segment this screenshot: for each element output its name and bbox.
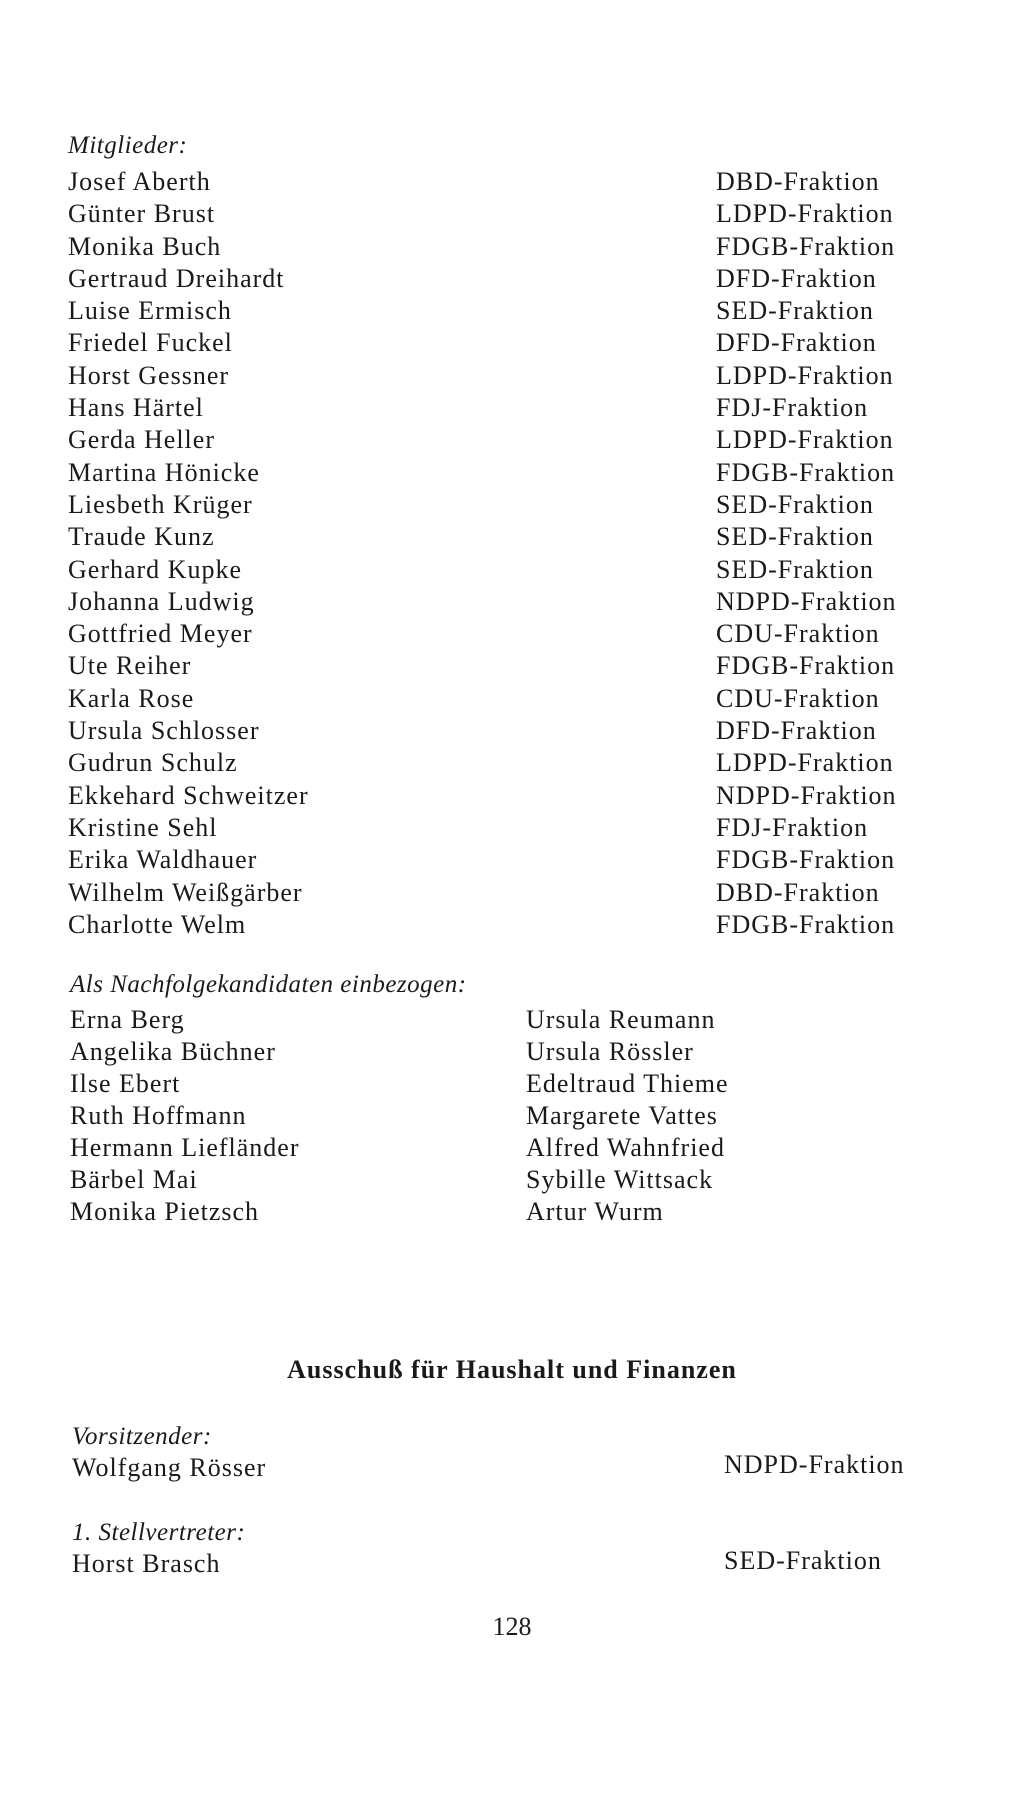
member-party: FDGB-Fraktion <box>716 845 896 875</box>
successor-row <box>70 1164 950 1196</box>
successor-name: Ilse Ebert <box>70 1069 181 1098</box>
member-name: Günter Brust <box>68 199 216 229</box>
member-name: Kristine Sehl <box>68 812 218 842</box>
chair-name: Wolfgang Rösser <box>72 1453 267 1482</box>
member-name: Erika Waldhauer <box>68 845 258 875</box>
successor-name: Hermann Liefländer <box>70 1133 300 1162</box>
member-name: Ekkehard Schweitzer <box>68 780 309 810</box>
deputy-party: SED-Fraktion <box>724 1546 882 1575</box>
member-row <box>68 586 948 618</box>
chair-party: NDPD-Fraktion <box>724 1450 905 1479</box>
member-name: Luise Ermisch <box>68 296 232 326</box>
committee-heading: Ausschuß für Haushalt und Finanzen <box>287 1355 737 1384</box>
member-row <box>68 295 948 327</box>
member-row <box>68 683 948 715</box>
member-row <box>68 780 948 812</box>
member-row <box>68 521 948 553</box>
successor-row <box>70 1036 950 1068</box>
member-party: CDU-Fraktion <box>716 683 880 713</box>
member-name: Ute Reiher <box>68 651 192 681</box>
member-name: Hans Härtel <box>68 393 204 423</box>
member-name: Ursula Schlosser <box>68 716 260 746</box>
member-row <box>68 263 948 295</box>
member-row <box>68 747 948 779</box>
member-party: DBD-Fraktion <box>716 877 880 907</box>
member-name: Martina Hönicke <box>68 457 260 487</box>
member-row <box>68 715 948 747</box>
member-name: Gottfried Meyer <box>68 619 253 649</box>
member-party: DFD-Fraktion <box>716 328 877 358</box>
member-name: Johanna Ludwig <box>68 586 255 616</box>
successor-row <box>70 1100 950 1132</box>
member-name: Friedel Fuckel <box>68 328 233 358</box>
member-name: Horst Gessner <box>68 360 230 390</box>
member-row <box>68 909 948 941</box>
page-number: 128 <box>492 1612 532 1641</box>
member-row <box>68 457 948 489</box>
member-row <box>68 812 948 844</box>
successor-row <box>70 1132 950 1164</box>
member-name: Traude Kunz <box>68 522 215 552</box>
member-row <box>68 392 948 424</box>
member-party: SED-Fraktion <box>716 489 874 519</box>
member-name: Gerda Heller <box>68 425 215 455</box>
successor-name: Ruth Hoffmann <box>70 1101 247 1130</box>
members-list <box>68 166 948 941</box>
member-party: LDPD-Fraktion <box>716 360 894 390</box>
successor-name: Monika Pietzsch <box>70 1197 260 1226</box>
successor-row <box>70 1196 950 1228</box>
successor-name: Sybille Wittsack <box>526 1165 714 1194</box>
member-party: CDU-Fraktion <box>716 619 880 649</box>
successor-row <box>70 1004 950 1036</box>
member-row <box>68 618 948 650</box>
member-name: Wilhelm Weißgärber <box>68 877 303 907</box>
member-name: Gudrun Schulz <box>68 748 238 778</box>
member-row <box>68 198 948 230</box>
member-party: FDJ-Fraktion <box>716 393 869 423</box>
members-label: Mitglieder: <box>68 132 188 159</box>
member-row <box>68 231 948 263</box>
member-party: FDJ-Fraktion <box>716 812 869 842</box>
member-row <box>68 877 948 909</box>
member-row <box>68 327 948 359</box>
member-party: NDPD-Fraktion <box>716 780 897 810</box>
member-row <box>68 360 948 392</box>
successor-name: Angelika Büchner <box>70 1037 276 1066</box>
member-row <box>68 166 948 198</box>
successor-name: Bärbel Mai <box>70 1165 198 1194</box>
successors-label: Als Nachfolgekandidaten einbezogen: <box>70 971 467 998</box>
member-name: Karla Rose <box>68 683 195 713</box>
member-party: DFD-Fraktion <box>716 716 877 746</box>
member-party: SED-Fraktion <box>716 522 874 552</box>
member-party: FDGB-Fraktion <box>716 231 896 261</box>
member-party: DBD-Fraktion <box>716 167 880 196</box>
successors-list <box>70 1004 950 1228</box>
member-row <box>68 489 948 521</box>
chair-label: Vorsitzender: <box>72 1423 212 1450</box>
member-row <box>68 554 948 586</box>
member-party: LDPD-Fraktion <box>716 748 894 778</box>
successor-row <box>70 1068 950 1100</box>
successor-name: Artur Wurm <box>526 1197 664 1226</box>
deputy-label: 1. Stellvertreter: <box>72 1519 246 1546</box>
successor-name: Edeltraud Thieme <box>526 1069 729 1098</box>
member-party: FDGB-Fraktion <box>716 909 896 939</box>
member-name: Gertraud Dreihardt <box>68 263 285 293</box>
member-row <box>68 844 948 876</box>
member-name: Liesbeth Krüger <box>68 489 253 519</box>
member-party: SED-Fraktion <box>716 554 874 584</box>
successor-name: Alfred Wahnfried <box>526 1133 725 1162</box>
member-party: FDGB-Fraktion <box>716 651 896 681</box>
successor-name: Ursula Rössler <box>526 1037 694 1066</box>
member-row <box>68 650 948 682</box>
successor-name: Erna Berg <box>70 1005 185 1034</box>
member-party: LDPD-Fraktion <box>716 425 894 455</box>
member-party: FDGB-Fraktion <box>716 457 896 487</box>
deputy-name: Horst Brasch <box>72 1549 221 1578</box>
member-name: Josef Aberth <box>68 167 211 196</box>
member-party: LDPD-Fraktion <box>716 199 894 229</box>
member-party: DFD-Fraktion <box>716 263 877 293</box>
member-name: Gerhard Kupke <box>68 554 242 584</box>
successor-name: Margarete Vattes <box>526 1101 718 1130</box>
member-name: Monika Buch <box>68 231 222 261</box>
member-party: NDPD-Fraktion <box>716 586 897 616</box>
successor-name: Ursula Reumann <box>526 1005 716 1034</box>
member-name: Charlotte Welm <box>68 909 247 939</box>
member-party: SED-Fraktion <box>716 296 874 326</box>
member-row <box>68 424 948 456</box>
